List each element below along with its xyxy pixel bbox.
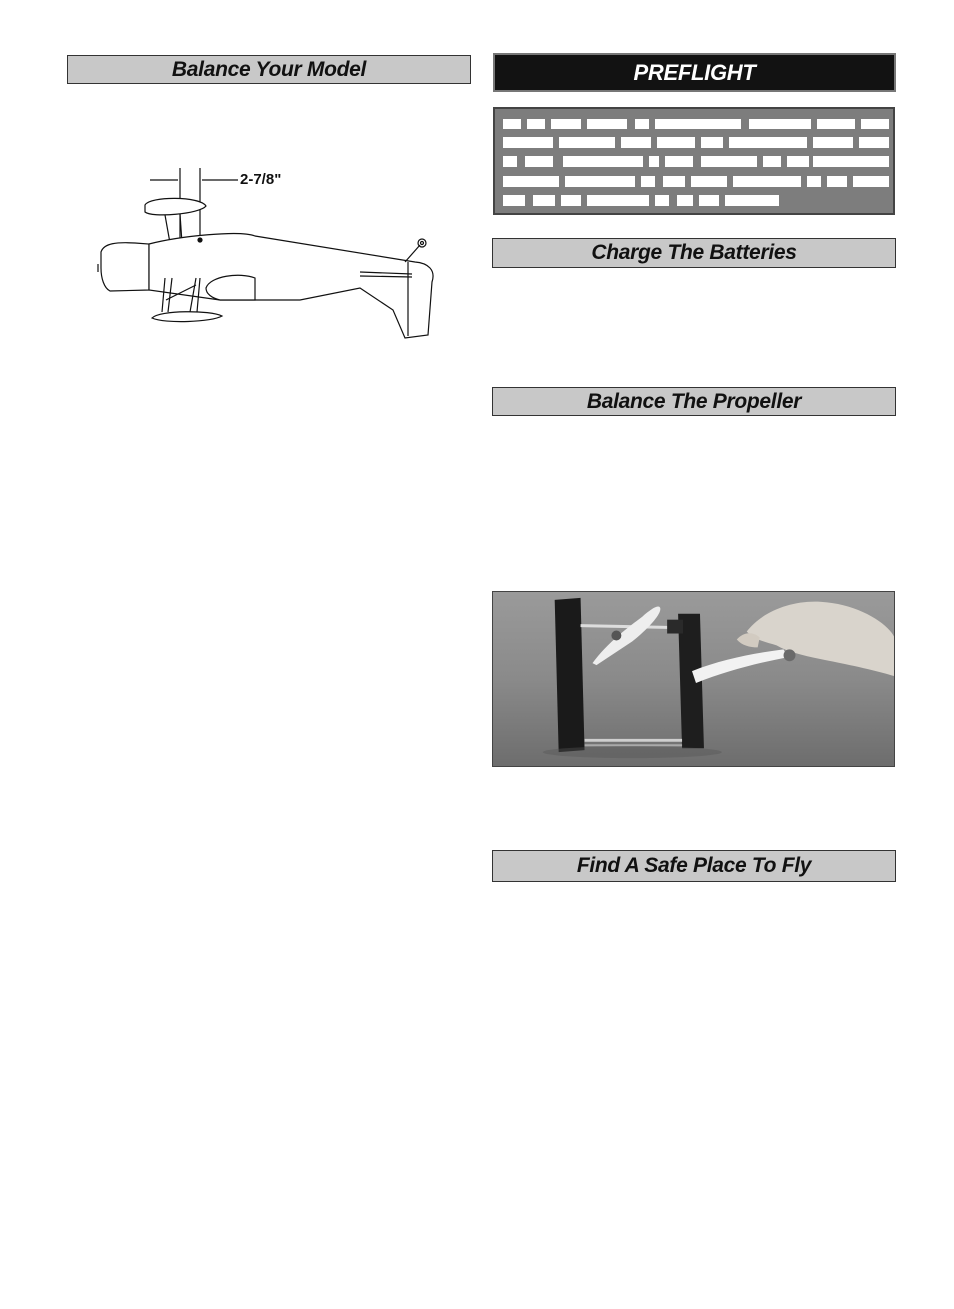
heading-find-a-safe-place: Find A Safe Place To Fly	[492, 850, 896, 882]
cg-dimension-label: 2-7/8"	[240, 171, 282, 188]
heading-balance-the-propeller: Balance The Propeller	[492, 387, 896, 416]
heading-charge-the-batteries: Charge The Batteries	[492, 238, 896, 268]
heading-preflight: PREFLIGHT	[493, 53, 896, 92]
propeller-balancer-photo	[492, 591, 895, 767]
heading-balance-your-model: Balance Your Model	[67, 55, 471, 84]
preflight-intro-panel	[493, 107, 895, 215]
